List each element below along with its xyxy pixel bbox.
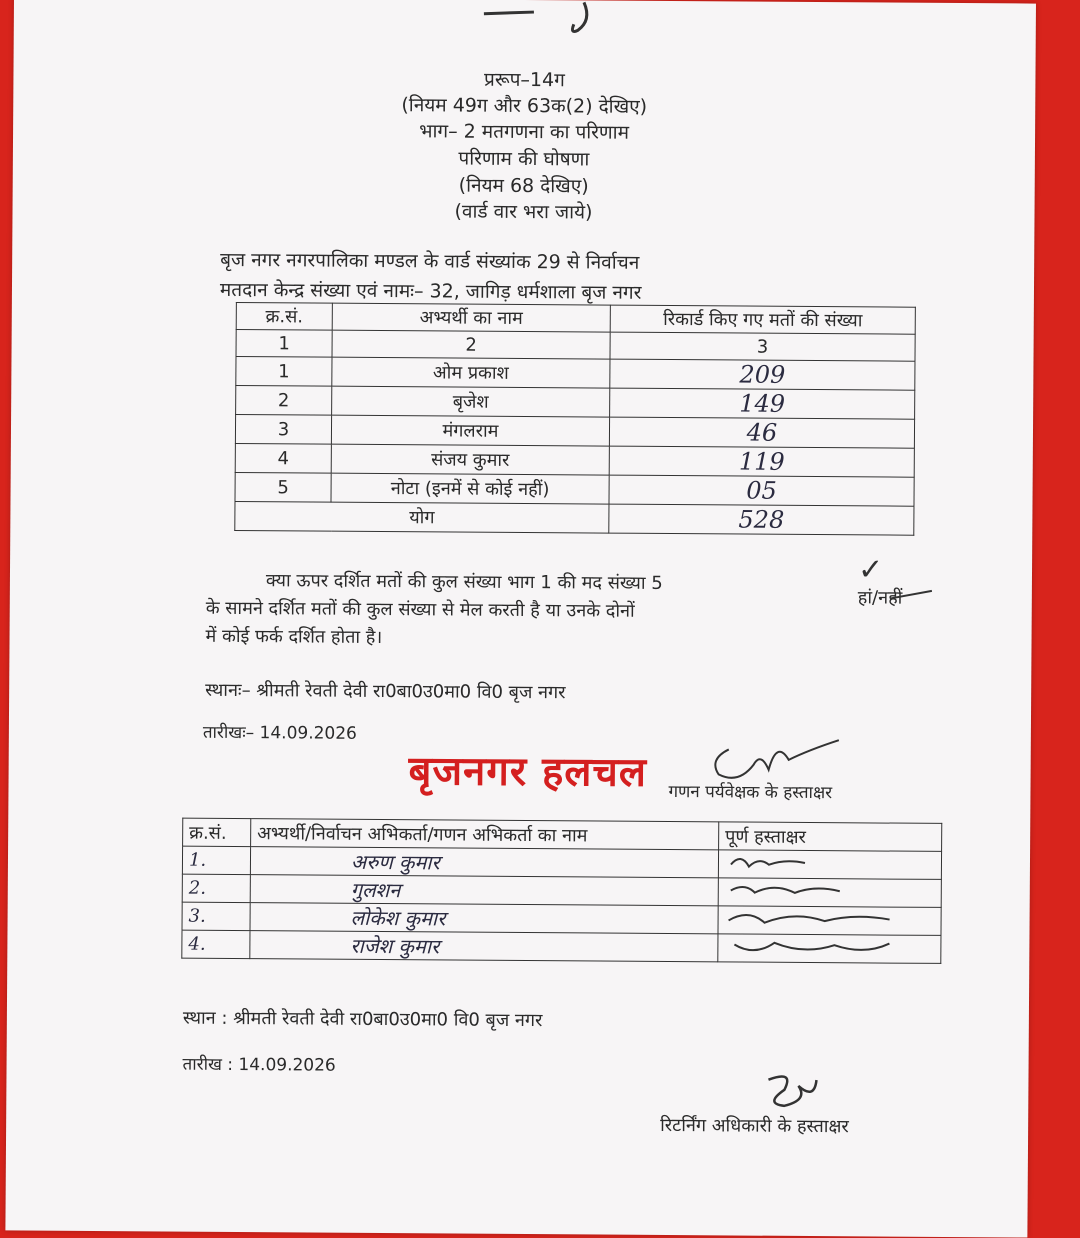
form-number: प्ररूप–14ग	[483, 68, 565, 92]
candidate-name: मंगलराम	[331, 415, 609, 446]
vote-count: 46	[609, 417, 914, 448]
row-sn: 1	[236, 356, 332, 386]
header-votes: रिकार्ड किए गए मतों की संख्या	[610, 305, 915, 334]
header-agent-name: अभ्यर्थी/निर्वाचन अभिकर्ता/गणन अभिकर्ता का नाम	[251, 819, 719, 850]
row-sn: 1.	[182, 846, 250, 874]
table-row	[182, 930, 941, 963]
header-name: अभ्यर्थी का नाम	[332, 303, 610, 332]
date-line-2: तारीख : 14.09.2026	[182, 1054, 336, 1076]
declaration-title: परिणाम की घोषणा	[458, 147, 590, 171]
rule-reference: (नियम 49ग और 63क(2) देखिए)	[401, 94, 648, 118]
row-sn: 3	[235, 414, 331, 444]
place-line-2: स्थान : श्रीमती रेवती देवी रा0बा0उ0मा0 वि0 बृज नगर	[182, 1007, 543, 1032]
supervisor-signature-label: गणन पर्यवेक्षक के हस्ताक्षर	[668, 782, 833, 804]
table-row	[235, 443, 914, 477]
header-sn: क्र.सं.	[236, 302, 332, 330]
vote-count: 209	[610, 359, 915, 390]
agent-name: गुलशन	[250, 875, 718, 906]
table-row	[236, 385, 915, 419]
question-line-1: क्या ऊपर दर्शित मतों की कुल संख्या भाग 1 की मद संख्या 5	[265, 570, 663, 594]
results-table	[234, 302, 916, 536]
agent-signature	[718, 906, 941, 936]
table-row	[236, 356, 915, 390]
candidate-name: संजय कुमार	[331, 444, 609, 475]
col-number: 2	[332, 330, 610, 359]
row-sn: 4.	[182, 930, 250, 958]
stamp-watermark: बृजनगर हलचल	[408, 748, 648, 796]
intro-line-1: बृज नगर नगरपालिका मण्डल के वार्ड संख्यांक 29 से निर्वाचन	[220, 248, 640, 274]
candidate-name: ओम प्रकाश	[332, 357, 610, 388]
checkmark-icon: ✓	[857, 552, 884, 588]
agent-signature	[718, 878, 941, 908]
row-sn: 2.	[182, 874, 250, 902]
question-line-3: में कोई फर्क दर्शित होता है।	[205, 625, 383, 649]
table-row	[235, 472, 914, 506]
intro-line-2: मतदान केन्द्र संख्या एवं नामः– 32, जागिड़ धर्मशाला बृज नगर	[219, 278, 642, 304]
agents-table	[181, 818, 942, 964]
place-line-1: स्थानः– श्रीमती रेवती देवी रा0बा0उ0मा0 वि0 बृज नगर	[205, 679, 566, 704]
total-row	[235, 501, 914, 535]
part-title: भाग– 2 मतगणना का परिणाम	[419, 120, 630, 144]
returning-officer-signature	[754, 1070, 824, 1116]
ward-note: (वार्ड वार भरा जाये)	[454, 200, 593, 224]
col-number: 1	[236, 329, 332, 357]
col-number: 3	[610, 332, 915, 361]
date-line-1: तारीखः– 14.09.2026	[202, 722, 357, 744]
row-sn: 2	[236, 385, 332, 415]
agent-name: लोकेश कुमार	[250, 903, 718, 934]
returning-officer-label: रिटर्निंग अधिकारी के हस्ताक्षर	[660, 1114, 849, 1138]
document-page	[5, 0, 1036, 1238]
agent-name: राजेश कुमार	[250, 931, 718, 962]
row-sn: 3.	[182, 902, 250, 930]
table-row	[235, 414, 914, 448]
agent-signature	[718, 850, 941, 880]
agent-signature	[718, 934, 941, 964]
row-sn: 4	[235, 443, 331, 473]
top-mark-icon	[474, 0, 614, 41]
vote-count: 119	[609, 446, 914, 477]
rule68-reference: (नियम 68 देखिए)	[458, 174, 589, 198]
candidate-name: नोटा (इनमें से कोई नहीं)	[331, 473, 609, 504]
agent-name: अरुण कुमार	[250, 847, 718, 878]
vote-count: 05	[609, 475, 914, 506]
question-line-2: के सामने दर्शित मतों की कुल संख्या से मेल करती है या उनके दोनों	[205, 597, 635, 622]
candidate-name: बृजेश	[332, 386, 610, 417]
strike-mark-icon	[888, 585, 934, 605]
total-votes: 528	[609, 504, 914, 535]
header-signature: पूर्ण हस्ताक्षर	[719, 822, 942, 852]
yes-no-answer: हां/नहीं	[857, 587, 903, 609]
total-label: योग	[235, 501, 609, 533]
header-sn: क्र.सं.	[183, 818, 251, 846]
row-sn: 5	[235, 472, 331, 502]
vote-count: 149	[610, 388, 915, 419]
